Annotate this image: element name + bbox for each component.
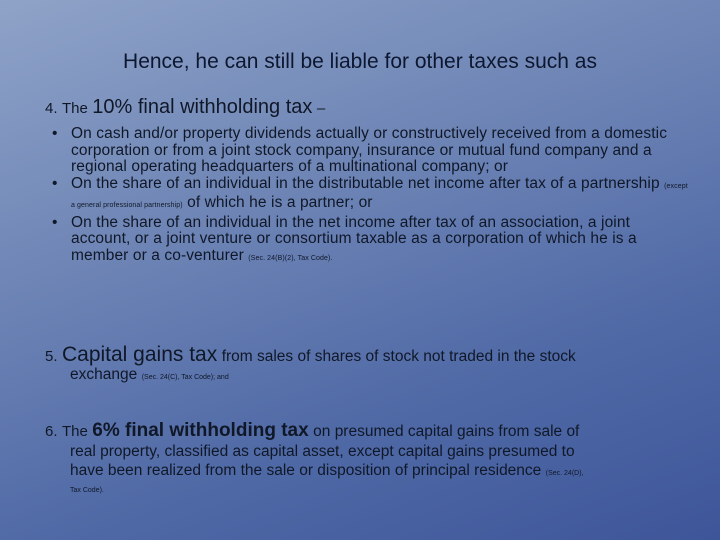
bullet-text: On the share of an individual in the distributable net income after tax of a partnership bbox=[71, 174, 660, 192]
bullet-item bbox=[52, 176, 692, 215]
item-6 bbox=[45, 420, 710, 496]
bullet-icon: • bbox=[52, 125, 58, 142]
bullet-item bbox=[52, 126, 692, 176]
bullet-note: (except a general professional partnership) bbox=[71, 182, 688, 209]
item-5 bbox=[45, 343, 705, 384]
item-5-text: from sales of shares of stock not traded in the stock bbox=[221, 348, 576, 365]
bullet-text: On cash and/or property dividends actually or constructively received from a domestic corporation or from a joint stock company, insurance or mutual fund company and a regional operating headquarters of a multinational company; or bbox=[71, 125, 668, 175]
item-6-number: 6. bbox=[45, 423, 58, 440]
item-4-dash: – bbox=[316, 100, 326, 117]
bullet-item bbox=[52, 215, 692, 268]
item-5-text-cont: exchange bbox=[70, 366, 138, 383]
item-4-title: 10% final withholding tax bbox=[92, 96, 313, 118]
bullet-icon: • bbox=[52, 174, 58, 192]
item-6-text-3: have been realized from the sale or disposition of principal residence bbox=[70, 462, 542, 479]
slide-title: Hence, he can still be liable for other taxes such as bbox=[123, 50, 597, 73]
item-6-title: 6% final withholding tax bbox=[92, 420, 309, 441]
bullet-citation: (Sec. 24(B)(2), Tax Code). bbox=[248, 254, 333, 262]
bullet-tail: of which he is a partner; or bbox=[187, 194, 373, 211]
item-5-title: Capital gains tax bbox=[61, 343, 218, 366]
item-5-citation: (Sec. 24(C), Tax Code); and bbox=[141, 374, 229, 381]
bullet-icon: • bbox=[52, 213, 58, 231]
item-6-text: on presumed capital gains from sale of bbox=[313, 423, 580, 440]
item-6-prefix: The bbox=[61, 423, 88, 440]
bullet-text: On the share of an individual in the net income after tax of an association, a joint account, or a joint venture or consortium taxable as a corporation of which he is a member or a co-venturer bbox=[71, 213, 637, 264]
item-4-heading bbox=[45, 96, 695, 119]
item-6-citation: (Sec. 24(D), bbox=[545, 470, 584, 477]
item-6-citation-cont: Tax Code). bbox=[70, 487, 104, 494]
item-4-number: 4. bbox=[45, 100, 58, 117]
item-6-text-2: real property, classified as capital asset, except capital gains presumed to bbox=[70, 443, 575, 460]
item-4-prefix: The bbox=[61, 100, 88, 117]
item-5-number: 5. bbox=[45, 348, 58, 365]
item-4-bullet-list bbox=[52, 126, 692, 267]
